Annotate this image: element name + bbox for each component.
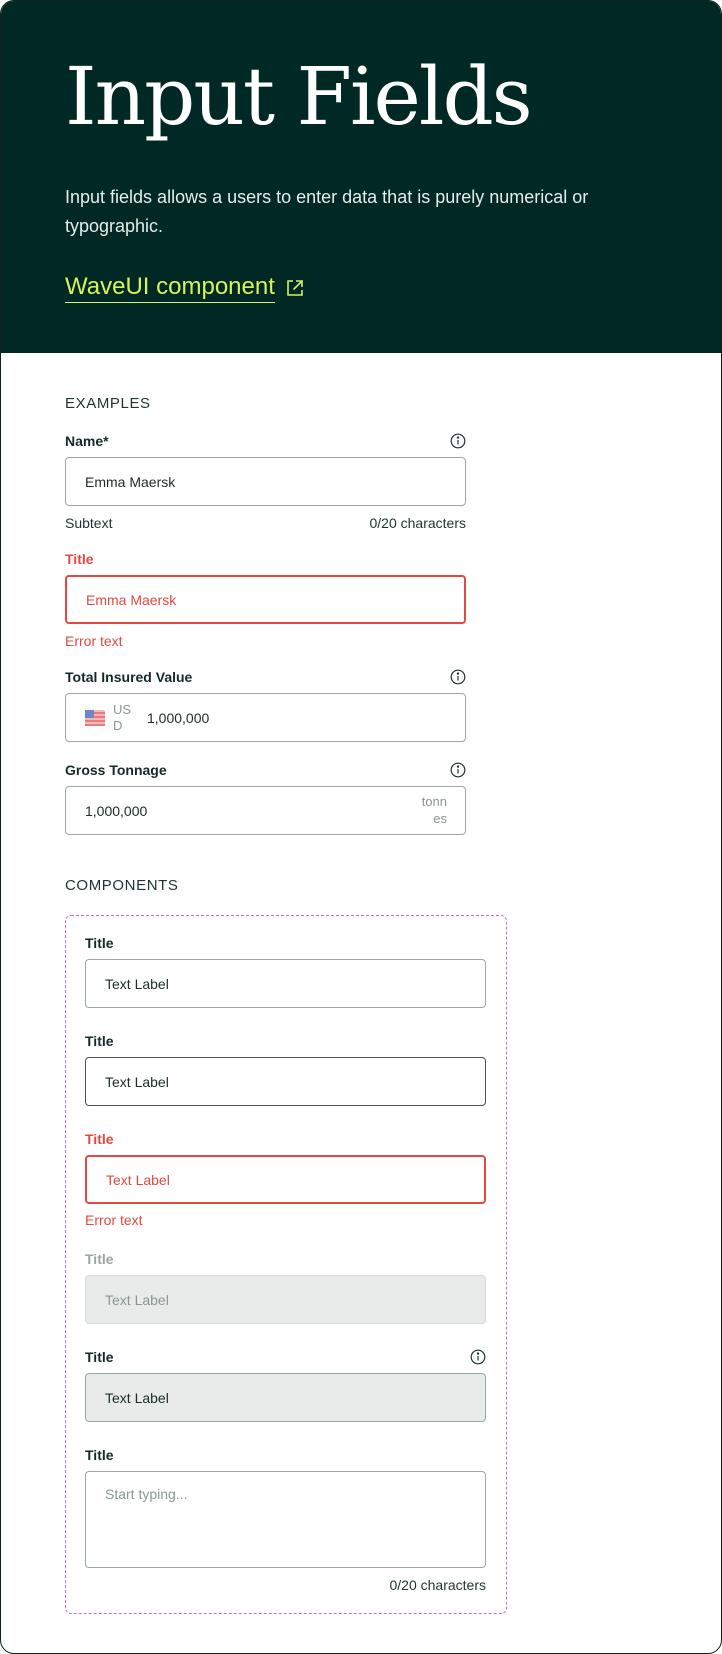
name-subtext: Subtext — [65, 515, 113, 531]
hero-header — [1, 1, 721, 353]
default-input[interactable]: Text Label — [85, 959, 486, 1008]
title-input-error[interactable]: Emma Maersk — [65, 575, 466, 624]
focused-field-label: Title — [85, 1033, 114, 1049]
page-description: Input fields allows a users to enter data that is purely numerical or typographic. — [65, 187, 589, 236]
waveui-component-link[interactable] — [65, 273, 305, 303]
waveui-link-label[interactable]: WaveUI component — [65, 273, 275, 303]
page-title: Input Fields — [65, 50, 531, 143]
disabled-input: Text Label — [85, 1275, 486, 1324]
readonly-field-label: Title — [85, 1349, 114, 1365]
disabled-field-label: Title — [85, 1251, 114, 1267]
error-field-label: Title — [85, 1131, 114, 1147]
components-section-title: COMPONENTS — [65, 877, 179, 894]
insured-value-input[interactable] — [65, 693, 466, 742]
external-link-icon — [285, 278, 305, 298]
title-field-label: Title — [65, 551, 94, 567]
focused-input[interactable]: Text Label — [85, 1057, 486, 1106]
default-field-label: Title — [85, 935, 114, 951]
readonly-input[interactable]: Text Label — [85, 1373, 486, 1422]
name-character-count: 0/20 characters — [369, 515, 466, 531]
name-field-label: Name* — [65, 433, 109, 449]
textarea-character-count: 0/20 characters — [389, 1577, 486, 1593]
info-icon[interactable] — [450, 433, 466, 449]
gross-tonnage-value[interactable]: 1,000,000 — [85, 802, 148, 819]
currency-code[interactable]: USD — [113, 701, 132, 733]
us-flag-icon — [85, 710, 105, 726]
gross-tonnage-input[interactable] — [65, 786, 466, 835]
textarea-input[interactable]: Start typing... — [85, 1471, 486, 1568]
component-error-text: Error text — [85, 1212, 143, 1228]
examples-section-title: EXAMPLES — [65, 395, 151, 412]
error-input[interactable]: Text Label — [85, 1155, 486, 1204]
info-icon[interactable] — [450, 669, 466, 685]
textarea-label: Title — [85, 1447, 114, 1463]
title-error-text: Error text — [65, 633, 123, 649]
gross-tonnage-label: Gross Tonnage — [65, 762, 167, 778]
insured-value-text[interactable]: 1,000,000 — [147, 709, 210, 726]
info-icon[interactable] — [470, 1349, 486, 1365]
name-input[interactable]: Emma Maersk — [65, 457, 466, 506]
insured-value-label: Total Insured Value — [65, 669, 193, 685]
unit-suffix: tonnes — [421, 794, 447, 826]
info-icon[interactable] — [450, 762, 466, 778]
